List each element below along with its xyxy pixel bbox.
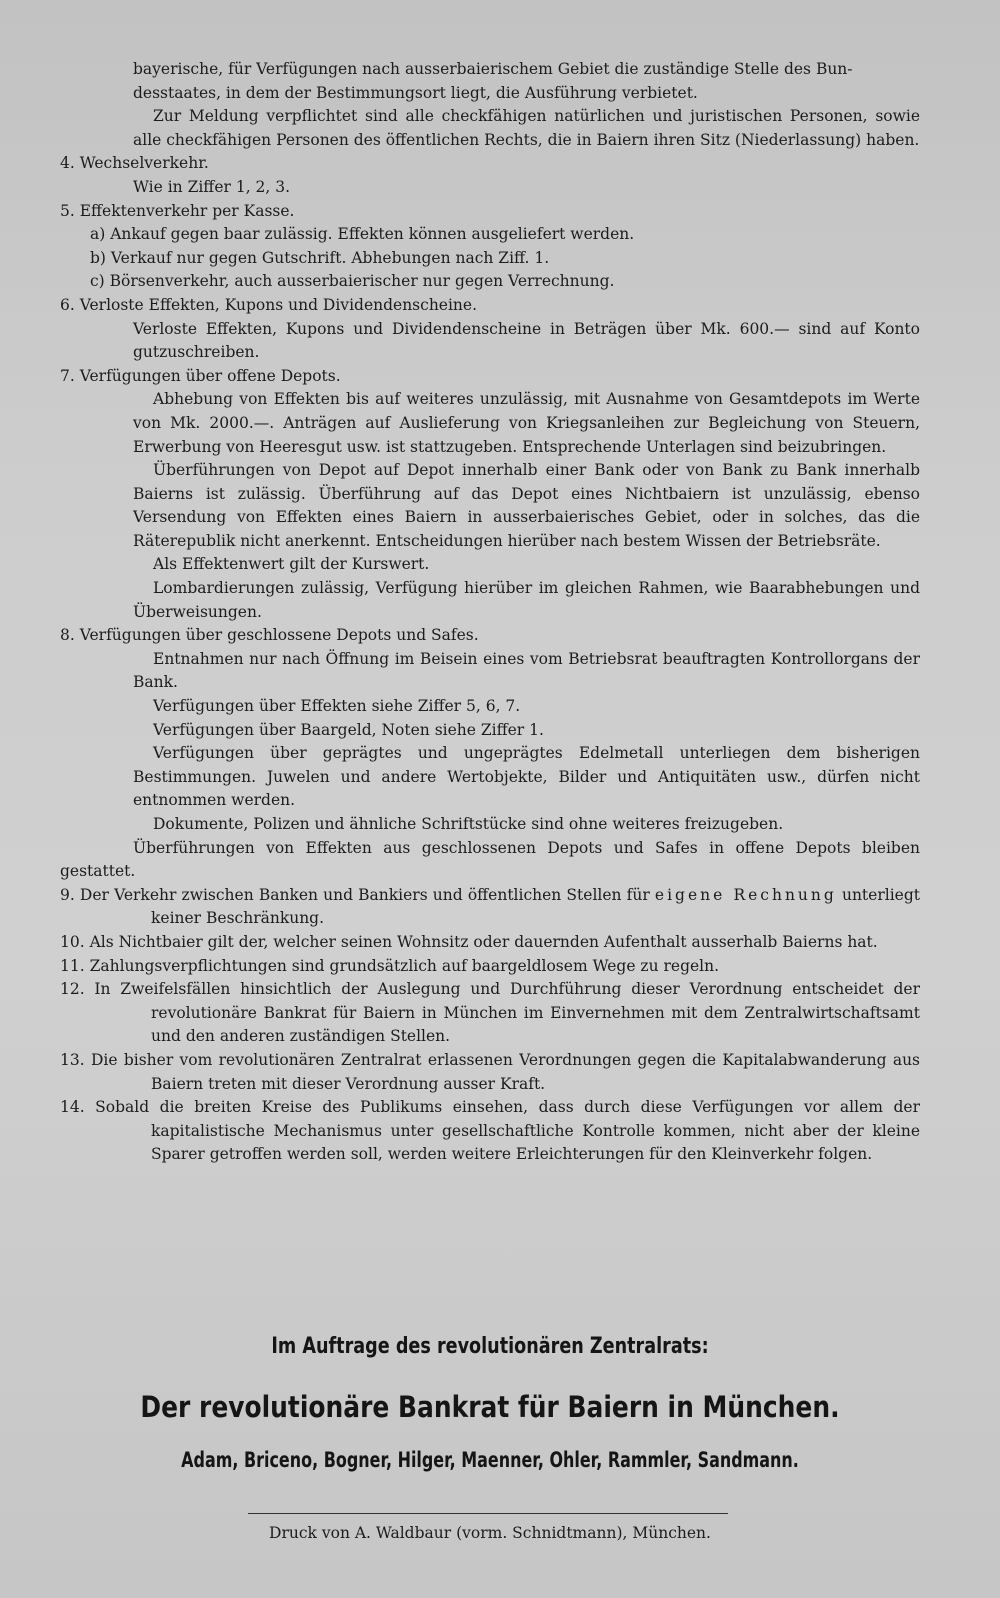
section-7-text-transfers: Überführungen von Depot auf Depot innerhalb einer Bank oder von Bank zu Bank innerhalb Baierns ist zulässig. Überführung auf das Depot eines Nichtbaiern ist unzulässig, ebenso Versendung von Effekten eines Baiern in ausserbaierisches Gebiet, oder in solches, das die Räterepublik nicht anerkennt. Entscheidungen hierüber nach bestem Wissen der Betriebsräte. <box>133 461 920 550</box>
member-names: Adam, Briceno, Bogner, Hilger, Maenner, Ohler, Rammler, Sandmann. <box>181 1448 799 1472</box>
section-12: 12. In Zweifelsfällen hinsichtlich der Auslegung und Durchführung dieser Verordnung entscheidet der revolutionäre Bankrat für Baiern in München im Einvernehmen mit dem Zentralwirtschaftsamt und den anderen zuständigen Stellen. <box>60 980 920 1046</box>
section-5-item-a: a) Ankauf gegen baar zulässig. Effekten können ausgeliefert werden. <box>90 225 635 244</box>
emphasis-own-account: eigene Rechnung <box>654 885 837 904</box>
section-10: 10. Als Nichtbaier gilt der, welcher seinen Wohnsitz oder dauernden Aufenthalt ausserhalb Baierns hat. <box>60 932 878 951</box>
ordinance-body <box>60 58 920 1167</box>
section-8-heading: 8. Verfügungen über geschlossene Depots und Safes. <box>60 626 479 645</box>
section-5-item-b: b) Verkauf nur gegen Gutschrift. Abhebungen nach Ziff. 1. <box>90 248 550 267</box>
section-5-heading: 5. Effektenverkehr per Kasse. <box>60 201 295 220</box>
paragraph-reporting-duty: Zur Meldung verpflichtet sind alle checkfähigen natürlichen und juristischen Personen, sowie alle checkfähigen Personen des öffentlichen Rechts, die in Baiern ihren Sitz (Niederlassung) haben. <box>133 107 920 149</box>
section-7-text-lombard: Lombardierungen zulässig, Verfügung hierüber im gleichen Rahmen, wie Baarabhebungen und Überweisungen. <box>133 579 920 621</box>
printer-imprint: Druck von A. Waldbaur (vorm. Schnidtmann), München. <box>269 1524 711 1542</box>
section-5-item-c: c) Börsenverkehr, auch ausserbaierischer nur gegen Verrechnung. <box>90 272 615 291</box>
section-7-heading: 7. Verfügungen über offene Depots. <box>60 366 341 385</box>
section-4-text: Wie in Ziffer 1, 2, 3. <box>133 177 291 196</box>
section-4-heading: 4. Wechselverkehr. <box>60 154 209 173</box>
section-7-text-withdrawal: Abhebung von Effekten bis auf weiteres unzulässig, mit Ausnahme von Gesamtdepots im Werte von Mk. 2000.—. Anträgen auf Auslieferung von Kriegsanleihen zur Begleichung von Steuern, Erwerbung von Heeresgut usw. ist stattzugeben. Entsprechende Unterlagen sind beizubringen. <box>133 390 920 456</box>
authority-heading: Der revolutionäre Bankrat für Baiern in München. <box>140 1390 840 1424</box>
section-8-text-withdrawal: Entnahmen nur nach Öffnung im Beisein eines vom Betriebsrat beauftragten Kontrollorgans der Bank. <box>133 649 920 692</box>
divider-line <box>248 1513 728 1514</box>
section-11: 11. Zahlungsverpflichtungen sind grundsätzlich auf baargeldlosem Wege zu regeln. <box>60 956 720 975</box>
section-6-text: Verloste Effekten, Kupons und Dividendenscheine in Beträgen über Mk. 600.— sind auf Konto gutzuschreiben. <box>133 319 920 362</box>
section-8-text-documents: Dokumente, Polizen und ähnliche Schriftstücke sind ohne weiteres freizugeben. <box>153 815 784 833</box>
section-8-text-transfers: Überführungen von Effekten aus geschlossenen Depots und Safes in offene Depots bleiben gestattet. <box>60 838 920 881</box>
section-7-text-value: Als Effektenwert gilt der Kurswert. <box>153 555 430 574</box>
section-8-text-cash: Verfügungen über Baargeld, Noten siehe Ziffer 1. <box>153 720 544 739</box>
section-6-heading: 6. Verloste Effekten, Kupons und Dividendenscheine. <box>60 295 478 314</box>
mandate-heading: Im Auftrage des revolutionären Zentralrats: <box>271 1334 709 1359</box>
section-13: 13. Die bisher vom revolutionären Zentralrat erlassenen Verordnungen gegen die Kapitalabwanderung aus Baiern treten mit dieser Verordnung ausser Kraft. <box>60 1050 920 1093</box>
section-9: 9. Der Verkehr zwischen Banken und Bankiers und öffentlichen Stellen für eigene Rechnung unterliegt keiner Beschränkung. <box>60 885 920 928</box>
paragraph-continuation: bayerische, für Verfügungen nach ausserbaierischem Gebiet die zuständige Stelle des Bun- desstaates, in dem der Bestimmungsort liegt, die Ausführung verbietet. <box>133 60 853 102</box>
section-8-text-metal: Verfügungen über geprägtes und ungeprägtes Edelmetall unterliegen dem bisherigen Bestimmungen. Juwelen und andere Wertobjekte, Bilder und Antiquitäten usw., dürfen nicht entnommen werden. <box>133 744 920 810</box>
section-14: 14. Sobald die breiten Kreise des Publikums einsehen, dass durch diese Verfügungen vor allem der kapitalistische Mechanismus unter gesellschaftliche Kontrolle kommen, nicht aber der kleine Sparer getroffen werden soll, werden weitere Erleichterungen für den Kleinverkehr folgen. <box>60 1098 920 1164</box>
section-8-text-effects: Verfügungen über Effekten siehe Ziffer 5, 6, 7. <box>153 697 521 716</box>
